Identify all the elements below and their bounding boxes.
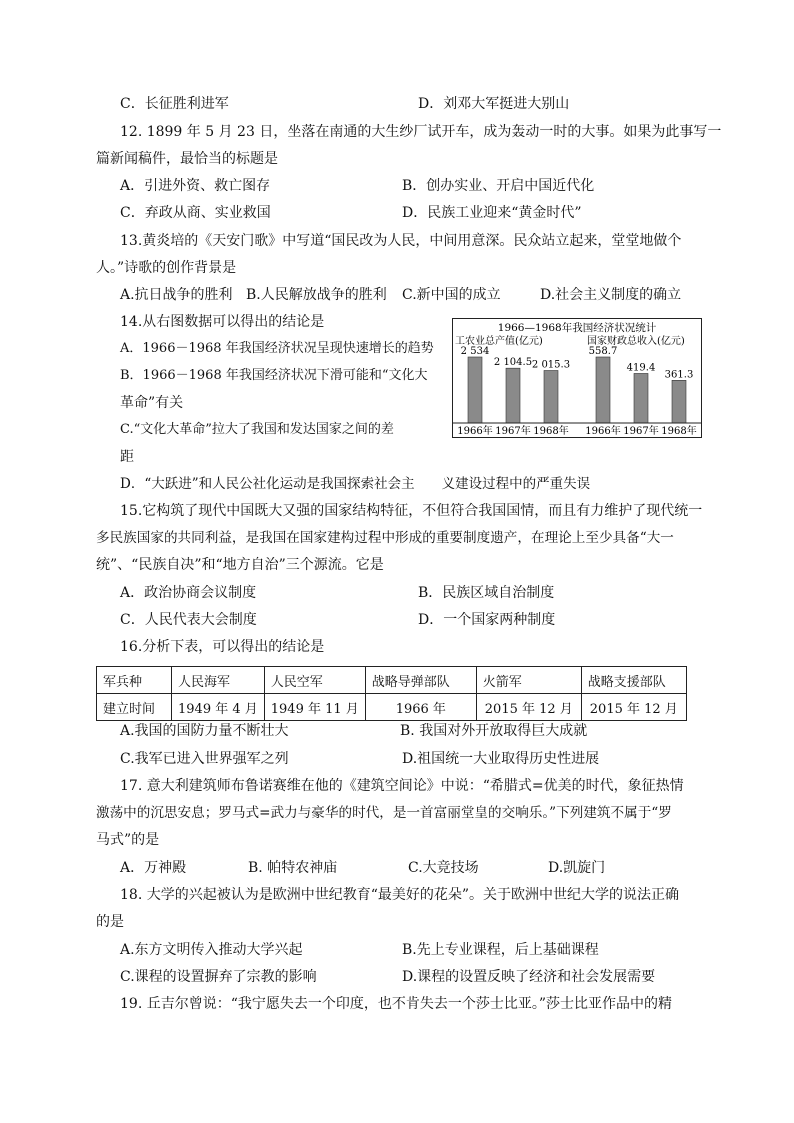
branch-table	[96, 666, 687, 721]
data-label: 419.4	[626, 362, 656, 374]
chart-title: 1966—1968年我国经济状况统计	[497, 322, 657, 334]
option-b: B. 我国对外开放取得巨大成就	[400, 723, 588, 739]
question-stem: 16.分析下表，可以得出的结论是	[120, 639, 325, 655]
option-c: C.我军已进入世界强军之列	[120, 751, 289, 767]
economy-chart	[452, 318, 702, 438]
table-cell: 人民空军	[264, 667, 365, 694]
option-b: B. 帕特农神庙	[248, 860, 338, 876]
question-stem: 13.黄炎培的《天安门歌》中写道“国民改为人民，中间用意深。民众站立起来，堂堂地做个	[120, 233, 682, 249]
option-b-cont: 革命”有关	[120, 395, 184, 411]
option-a: A.抗日战争的胜利	[120, 287, 233, 303]
data-label: 558.7	[588, 346, 618, 357]
bar	[596, 357, 610, 423]
option-a: A．万神殿	[120, 860, 187, 876]
series-label: 国家财政总收入(亿元)	[587, 336, 685, 347]
question-stem: 激荡中的沉思安息；罗马式=武力与豪华的时代，是一首富丽堂皇的交响乐。”下列建筑不属于“罗	[96, 805, 672, 821]
question-stem: 19. 丘吉尔曾说：“我宁愿失去一个印度，也不肯失去一个莎士比亚。”莎士比亚作品中的精	[120, 996, 673, 1012]
option-d: D．一个国家两种制度	[418, 612, 556, 628]
bar	[506, 368, 520, 423]
chart-svg	[453, 319, 701, 437]
question-stem: 马式”的是	[96, 832, 160, 848]
question-stem: 篇新闻稿件，最恰当的标题是	[96, 151, 278, 167]
data-label: 361.3	[664, 369, 694, 381]
option-c: C．弃政从商、实业救国	[120, 205, 271, 221]
table-cell: 1949 年 4 月	[172, 694, 265, 721]
option-c: C.新中国的成立	[402, 287, 501, 303]
question-stem: 的是	[96, 914, 124, 930]
table-cell: 建立时间	[97, 694, 172, 721]
option-c: C.课程的设置摒弃了宗教的影响	[120, 969, 317, 985]
question-stem: 多民族国家的共同利益，是我国在国家建构过程中形成的重要制度遗产，在理论上至少具备“大一	[96, 530, 674, 546]
table-cell: 火箭军	[476, 667, 581, 694]
question-stem: 12. 1899 年 5 月 23 日，坐落在南通的大生纱厂试开车，成为轰动一时的大事。如果为此事写一	[120, 124, 722, 140]
data-label: 2 104.5	[493, 357, 533, 369]
option-a: A.东方文明传入推动大学兴起	[120, 942, 303, 958]
option-d: D.祖国统一大业取得历史性进展	[402, 751, 600, 767]
option-c: C．人民代表大会制度	[120, 612, 257, 628]
tick-label: 1967年	[495, 426, 531, 437]
table-cell: 战略导弹部队	[365, 667, 476, 694]
option-c: C．长征胜利进军	[120, 96, 229, 112]
tick-label: 1966年	[457, 426, 493, 437]
tick-label: 1967年	[623, 426, 659, 437]
tick-label: 1966年	[585, 426, 621, 437]
bar	[672, 380, 686, 423]
question-stem: 14.从右图数据可以得出的结论是	[120, 314, 325, 330]
bar	[468, 357, 482, 423]
table-cell: 2015 年 12 月	[581, 694, 686, 721]
table-cell: 2015 年 12 月	[476, 694, 581, 721]
option-a: A．政治协商会议制度	[120, 585, 257, 601]
bar	[634, 373, 648, 423]
bar	[544, 371, 558, 423]
option-c: C.“文化大革命”拉大了我国和发达国家之间的差	[120, 422, 394, 437]
data-label: 2 015.3	[531, 359, 571, 371]
option-d: D.社会主义制度的确立	[540, 287, 682, 303]
option-b: B.先上专业课程，后上基础课程	[402, 942, 599, 958]
question-stem: 统”、“民族自决”和“地方自治”三个源流。它是	[96, 557, 384, 573]
option-b: B．创办实业、开启中国近代化	[402, 178, 595, 194]
question-stem: 18. 大学的兴起被认为是欧洲中世纪教育“最美好的花朵”。关于欧洲中世纪大学的说法正确	[120, 887, 680, 903]
option-d: D.凯旋门	[548, 860, 606, 876]
option-d: D．民族工业迎来“黄金时代”	[402, 205, 582, 221]
option-d: D．刘邓大军挺进大别山	[418, 96, 570, 112]
question-stem: 15.它构筑了现代中国既大又强的国家结构特征，不但符合我国国情，而且有力维护了现代统一	[120, 503, 703, 519]
table-row	[97, 694, 687, 721]
option-d: D．“大跃进”和人民公社化运动是我国探索社会主 义建设过程中的严重失误	[120, 476, 591, 492]
table-row	[97, 667, 687, 694]
option-d: D.课程的设置反映了经济和社会发展需要	[402, 969, 656, 985]
data-label: 2 534	[460, 346, 490, 357]
table-cell: 战略支援部队	[581, 667, 686, 694]
option-b: B．民族区域自治制度	[418, 585, 555, 601]
table-cell: 1966 年	[365, 694, 476, 721]
table-cell: 人民海军	[172, 667, 265, 694]
tick-label: 1968年	[533, 426, 569, 437]
question-stem: 17. 意大利建筑师布鲁诺赛维在他的《建筑空间论》中说：“希腊式=优美的时代，象征热情	[120, 778, 684, 794]
question-stem: 人。”诗歌的创作背景是	[96, 260, 237, 276]
option-a: A.我国的国防力量不断壮大	[120, 723, 289, 739]
tick-label: 1968年	[661, 426, 697, 437]
table-cell: 军兵种	[97, 667, 172, 694]
option-c: C.大竞技场	[408, 860, 479, 876]
series-label: 工农业总产值(亿元)	[455, 336, 543, 347]
table-cell: 1949 年 11 月	[264, 694, 365, 721]
option-b: B.人民解放战争的胜利	[246, 287, 387, 303]
option-a: A．1966－1968 年我国经济状况呈现快速增长的趋势	[120, 341, 434, 356]
option-c-cont: 距	[120, 449, 134, 465]
option-b: B．1966－1968 年我国经济状况下滑可能和“文化大	[120, 368, 428, 383]
option-a: A．引进外资、救亡图存	[120, 178, 271, 194]
